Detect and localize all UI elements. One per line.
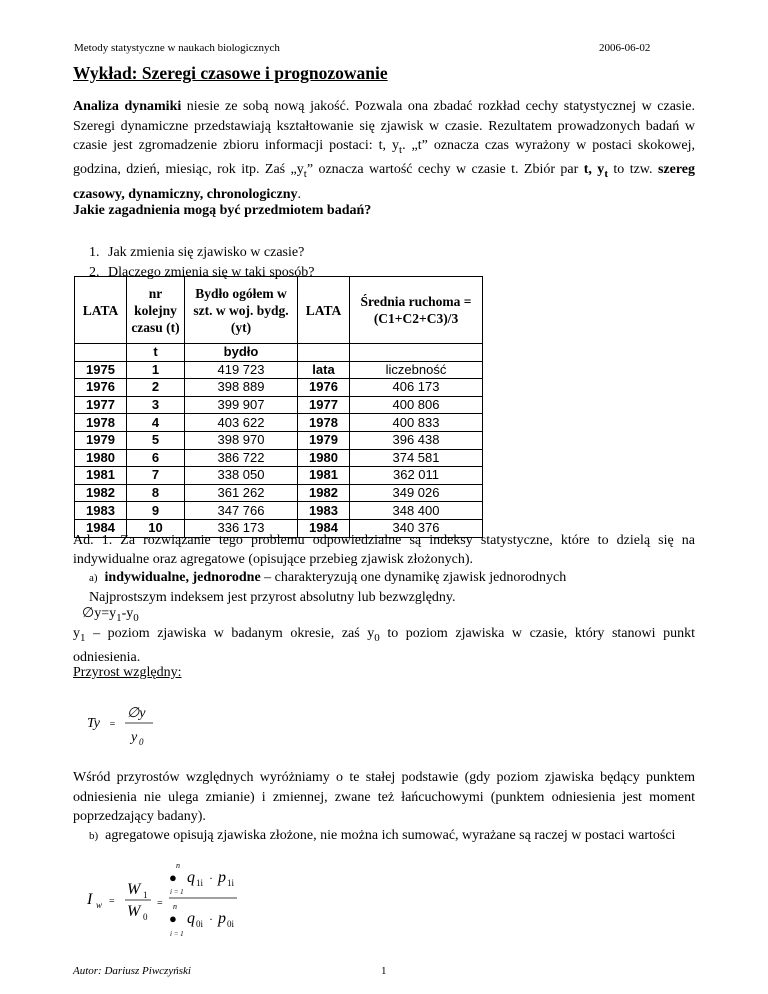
header-subject: Metody statystyczne w naukach biologicznych — [74, 42, 280, 54]
iw-q0-sub: 0i — [196, 919, 204, 929]
intro-paragraph — [73, 97, 695, 204]
cell-year: 1980 — [75, 449, 127, 467]
relative-increase-paragraph: Wśród przyrostów względnych wyróżniamy o te stałej podstawie (gdy poziom zjawiska będący punktem odniesienia nie ulega zmianie) i zmiennej, zwane też łańcuchowymi (punktem odniesienia jest moment poprzedzający badany). — [73, 770, 695, 824]
cell-cattle: 347 766 — [185, 502, 298, 520]
table-row — [75, 361, 483, 379]
item-a-line2: Najprostszym indeksem jest przyrost absolutny lub bezwzględny. — [89, 590, 456, 605]
delta-symbol: ∅ — [82, 606, 95, 621]
cell-cattle: 419 723 — [185, 361, 298, 379]
iw-p0-sub: 0i — [227, 919, 235, 929]
cell-t: 10 — [127, 519, 185, 537]
cell-year: 1984 — [75, 519, 127, 537]
table-row — [75, 449, 483, 467]
intro-bold-end: szereg czasowy, dynamiczny, chronologiczny — [73, 162, 695, 202]
list-item-text: Jak zmienia się zjawisko w czasie? — [108, 245, 305, 260]
list-item-number: 1. — [89, 245, 100, 260]
cell-t: 9 — [127, 502, 185, 520]
ad1-paragraph: Ad. 1. Za rozwiązanie tego problemu odpowiedzialne są indeksy statystyczne, które to dzielą się na indywidualne oraz agregatowe (opisujące przebieg zjawisk złożonych). — [73, 533, 695, 567]
iw-eq2: = — [157, 898, 163, 909]
intro-text-4: to tzw. — [607, 162, 658, 178]
cell-cattle: 403 622 — [185, 414, 298, 432]
y1-text-2: to poziom zjawiska w czasie, który stanowi punkt odniesienia. — [73, 626, 695, 666]
cell-year-2: 1984 — [298, 519, 350, 537]
sub-bydlo: bydło — [185, 344, 298, 362]
iw-i1-bot: i = 1 — [170, 930, 184, 938]
header-nr-kolejny: nr kolejny czasu (t) — [127, 277, 185, 344]
list-item — [89, 243, 314, 263]
ty-denominator-sub: 0 — [139, 737, 144, 747]
cell-moving-avg: 396 438 — [350, 431, 483, 449]
y0-sub: 0 — [374, 631, 380, 644]
aggregate-index-formula — [87, 860, 317, 940]
cell-cattle: 399 907 — [185, 396, 298, 414]
intro-text-1: niesie ze sobą nową jakość. Pozwala ona zbadać rozkład cechy statystycznej w czasie. Szeregi dynamiczne przedstawiają kształtowanie się zjawisk w czasie. Rezultatem prowadzonych badań w czasie jest zgromadzenie zbioru informacji postaci: t, y — [73, 99, 695, 153]
absolute-increase-formula — [82, 605, 139, 624]
iw-I: I — [87, 891, 93, 908]
cell-year: 1982 — [75, 484, 127, 502]
iw-q0: q — [187, 910, 195, 927]
cell-t: 7 — [127, 467, 185, 485]
formula1-minus: -y — [121, 606, 134, 621]
cell-cattle: 361 262 — [185, 484, 298, 502]
sub-empty — [75, 344, 127, 362]
research-question: Jakie zagadnienia mogą być przedmiotem badań? — [73, 203, 372, 218]
iw-sum-top: ● — [169, 870, 177, 885]
cell-moving-avg: 374 581 — [350, 449, 483, 467]
cell-t: 1 — [127, 361, 185, 379]
iw-i1-top: i = 1 — [170, 888, 184, 896]
formula1-y: y — [94, 606, 102, 621]
sub-t: t — [127, 344, 185, 362]
y1-text-1: – poziom zjawiska w badanym okresie, zaś y — [85, 626, 375, 641]
page-title: Wykład: Szeregi czasowe i prognozowanie — [73, 63, 388, 83]
iw-n-top: n — [176, 861, 180, 870]
cell-year: 1983 — [75, 502, 127, 520]
y1-sub: 1 — [80, 631, 86, 644]
iw-p0: p — [218, 910, 226, 927]
table-row — [75, 431, 483, 449]
header-bydlo: Bydło ogółem w szt. w woj. bydg. (yt) — [185, 277, 298, 344]
intro-bold-lead: Analiza dynamiki — [73, 99, 182, 114]
footer-page-number: 1 — [381, 965, 387, 977]
cell-year-2: 1977 — [298, 396, 350, 414]
iw-n-bot: n — [173, 902, 177, 911]
item-a-bold: indywidualne, jednorodne — [104, 570, 261, 585]
header-lata: LATA — [75, 277, 127, 344]
cell-t: 2 — [127, 379, 185, 397]
header-lata-2: LATA — [298, 277, 350, 344]
relative-increase-heading: Przyrost względny: — [73, 665, 182, 680]
cell-t: 6 — [127, 449, 185, 467]
intro-bold-pair: t, y — [583, 162, 605, 178]
relative-increase-formula — [87, 703, 207, 753]
data-table — [74, 276, 483, 538]
cell-cattle: 338 050 — [185, 467, 298, 485]
formula1-eq: =y — [101, 606, 117, 621]
intro-text-3: ” oznacza wartość cechy w czasie t. Zbiór par — [306, 162, 584, 178]
iw-q1-sub: 1i — [196, 878, 204, 888]
cell-year: 1975 — [75, 361, 127, 379]
cell-cattle: 386 722 — [185, 449, 298, 467]
table-row — [75, 467, 483, 485]
ty-eq: = — [109, 719, 116, 730]
cell-moving-avg: 349 026 — [350, 484, 483, 502]
ty-lhs: Ty — [87, 716, 100, 731]
cell-year: 1977 — [75, 396, 127, 414]
cell-year-2: 1983 — [298, 502, 350, 520]
cell-year: 1978 — [75, 414, 127, 432]
iw-W0-sub: 0 — [143, 912, 148, 922]
formula1-sub1: 1 — [116, 611, 122, 624]
table-row — [75, 396, 483, 414]
y1-symbol: y — [73, 626, 80, 641]
iw-eq1: = — [109, 896, 115, 907]
item-b-text: agregatowe opisują zjawiska złożone, nie można ich sumować, wyrażane są raczej w postaci wartości — [105, 828, 676, 843]
footer-author: Autor: Dariusz Piwczyński — [73, 965, 191, 977]
cell-year-2: 1981 — [298, 467, 350, 485]
table-row — [75, 379, 483, 397]
iw-p1-sub: 1i — [227, 878, 235, 888]
intro-sub-t-2: t — [303, 168, 307, 181]
cell-moving-avg: 340 376 — [350, 519, 483, 537]
item-a-label: a) — [89, 572, 98, 584]
cell-t: 4 — [127, 414, 185, 432]
table-row — [75, 414, 483, 432]
ty-denominator: y — [131, 730, 138, 745]
cell-year: 1979 — [75, 431, 127, 449]
intro-sub-t-3: t — [604, 168, 608, 181]
intro-text-5: . — [297, 186, 302, 202]
intro-text-2: . „t” oznacza czas wyrażony w postaci skokowej, godzina, dzień, miesiąc, rok itp. Zaś „y — [73, 138, 696, 178]
iw-times-bot: · — [209, 912, 213, 926]
cell-cattle: 398 970 — [185, 431, 298, 449]
cell-year-2: 1980 — [298, 449, 350, 467]
list-item-text: Dlaczego zmienia się w taki sposób? — [108, 265, 315, 280]
cell-year-2: 1978 — [298, 414, 350, 432]
list-item-number: 2. — [89, 265, 100, 280]
formula1-sub0: 0 — [133, 611, 139, 624]
cell-year-2: lata — [298, 361, 350, 379]
intro-sub-t: t — [399, 143, 403, 156]
item-b — [89, 826, 695, 846]
cell-year: 1976 — [75, 379, 127, 397]
cell-year: 1981 — [75, 467, 127, 485]
iw-W1-sub: 1 — [143, 890, 148, 900]
iw-q1: q — [187, 869, 195, 886]
table-row — [75, 484, 483, 502]
cell-moving-avg: liczebność — [350, 361, 483, 379]
sub-empty-3 — [350, 344, 483, 362]
item-a-text: – charakteryzują one dynamikę zjawisk jednorodnych — [260, 570, 567, 585]
header-srednia: Średnia ruchoma =(C1+C2+C3)/3 — [350, 277, 483, 344]
cell-year-2: 1979 — [298, 431, 350, 449]
table-header-row — [75, 277, 483, 344]
cell-year-2: 1976 — [298, 379, 350, 397]
iw-sum-bot: ● — [169, 911, 177, 926]
cell-moving-avg: 362 011 — [350, 467, 483, 485]
cell-t: 8 — [127, 484, 185, 502]
iw-times-top: · — [209, 871, 213, 885]
cell-moving-avg: 400 833 — [350, 414, 483, 432]
ty-numerator: ∅y — [127, 706, 146, 721]
table-row — [75, 502, 483, 520]
table-subheader-row — [75, 344, 483, 362]
cell-moving-avg: 406 173 — [350, 379, 483, 397]
y1-definition — [73, 624, 695, 668]
cell-moving-avg: 348 400 — [350, 502, 483, 520]
header-date: 2006-06-02 — [599, 42, 651, 54]
iw-W1: W — [127, 881, 141, 898]
cell-cattle: 398 889 — [185, 379, 298, 397]
cell-t: 5 — [127, 431, 185, 449]
item-a — [89, 568, 695, 607]
iw-W0: W — [127, 903, 141, 920]
cell-cattle: 336 173 — [185, 519, 298, 537]
cell-moving-avg: 400 806 — [350, 396, 483, 414]
sub-empty-2 — [298, 344, 350, 362]
cell-t: 3 — [127, 396, 185, 414]
iw-p1: p — [218, 869, 226, 886]
cell-year-2: 1982 — [298, 484, 350, 502]
item-b-label: b) — [89, 830, 99, 842]
iw-sub-w: w — [96, 900, 103, 910]
